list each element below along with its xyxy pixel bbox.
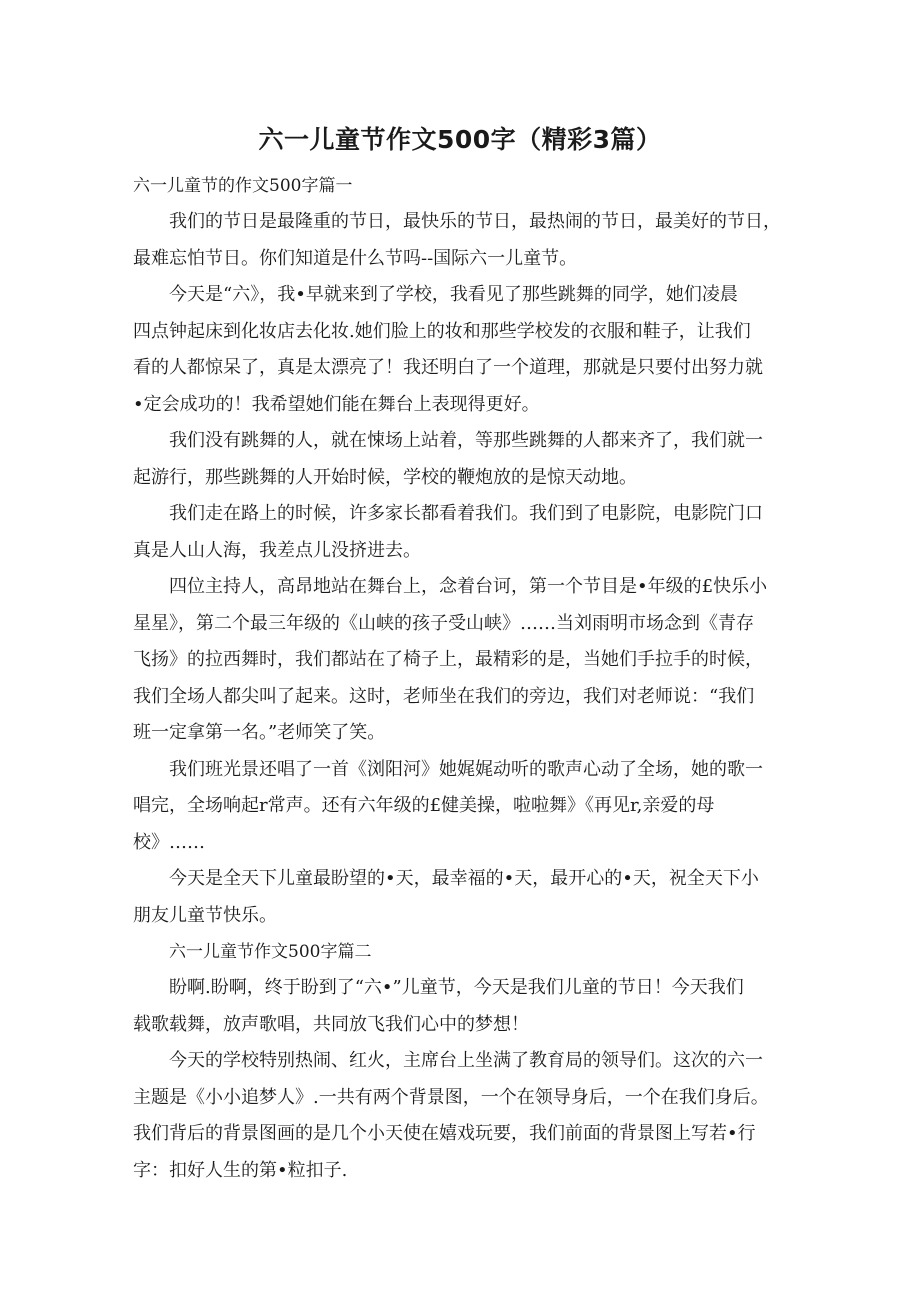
paragraph-line: 今天是全天下儿童最盼望的•天，最幸福的•天，最开心的•天，祝全天下小: [169, 868, 759, 889]
paragraph-line: 班一定拿第一名。”老师笑了笑。: [133, 722, 386, 743]
paragraph-line: 载歌载舞，放声歌唱，共同放飞我们心中的梦想！: [133, 1013, 529, 1035]
paragraph: [133, 1043, 781, 1189]
paragraph-line: 起游行，那些跳舞的人开始时候，学校的鞭炮放的是惊天动地。: [133, 466, 637, 488]
section-2-body: [133, 970, 781, 1189]
paragraph-line: 我们全场人都尖叫了起来。这时，老师坐在我们的旁边，我们对老师说：“我们: [133, 685, 755, 707]
paragraph-line: 朋友儿童节快乐。: [133, 904, 277, 926]
paragraph-line: 盼啊.盼啊，终于盼到了“六•”儿童节，今天是我们儿童的节日！今天我们: [169, 977, 744, 998]
paragraph-line: 我们背后的背景图画的是几个小天使在嬉戏玩要，我们前面的背景图上写若•行: [133, 1123, 756, 1144]
section-heading-2: 六一儿童节作文500字篇二: [169, 942, 372, 962]
paragraph-line: 最难忘怕节日。你们知道是什么节吗--国际六一儿童节。: [133, 247, 578, 269]
paragraph-line: 飞扬》的拉西舞时，我们都站在了椅子上，最精彩的是，当她们手拉手的时候，: [133, 649, 763, 670]
paragraph-line: 校》……: [133, 831, 205, 853]
paragraph: [133, 423, 781, 496]
paragraph-line: 字：扣好人生的第•粒扣子.: [133, 1159, 348, 1181]
paragraph-line: 今天是“六》，我•早就来到了学校，我看见了那些跳舞的同学，她们凌晨: [169, 284, 738, 305]
paragraph-line: •定会成功的！我希望她们能在舞台上表现得更好。: [133, 393, 540, 415]
paragraph-line: 真是人山人海，我差点儿没挤进去。: [133, 539, 421, 561]
paragraph: [133, 861, 781, 934]
paragraph: [133, 496, 781, 569]
paragraph-line: 四点钟起床到化妆店去化妆.她们脸上的妆和那些学校发的衣服和鞋子，让我们: [133, 320, 751, 342]
paragraph-line: 唱完，全场响起r常声。还有六年级的£健美操，啦啦舞》《再见r,亲爱的母: [133, 795, 715, 816]
paragraph: [133, 752, 781, 862]
paragraph-line: 主题是《小小追梦人》.一共有两个背景图，一个在领导身后，一个在我们身后。: [133, 1086, 769, 1108]
paragraph: [133, 970, 781, 1043]
paragraph: [133, 204, 781, 277]
paragraph-line: 我们的节日是最隆重的节日，最快乐的节日，最热闹的节日，最美好的节日，: [169, 211, 781, 232]
paragraph: [133, 569, 781, 752]
paragraph-line: 四位主持人，高昂地站在舞台上，念着台诃，第一个节目是•年级的£快乐小: [169, 576, 768, 597]
paragraph-line: 我们班光景还唱了一首《浏阳河》她娓娓动听的歌声心动了全场，她的歌一: [169, 758, 763, 780]
paragraph: [133, 277, 781, 423]
paragraph-line: 看的人都惊呆了，真是太漂亮了！我还明白了一个道理，那就是只要付出努力就: [133, 357, 763, 378]
paragraph-line: 星星》，第二个最三年级的《山峡的孩子受山峡》……当刘雨明市场念到《青存: [133, 612, 754, 634]
document-body: [133, 168, 781, 1189]
section-heading-1: 六一儿童节的作文500字篇一: [133, 176, 353, 196]
paragraph-line: 我们走在路上的时候，许多家长都看着我们。我们到了电影院，电影院门口: [169, 503, 763, 524]
section-1-body: [133, 204, 781, 934]
paragraph-line: 我们没有跳舞的人，就在悚场上站着，等那些跳舞的人都来齐了，我们就一: [169, 430, 763, 451]
paragraph-line: 今天的学校特别热闹、红火，主席台上坐满了教育局的领导们。这次的六一: [169, 1050, 763, 1071]
document-title: 六一儿童节作文500字（精彩3篇）: [258, 125, 662, 154]
